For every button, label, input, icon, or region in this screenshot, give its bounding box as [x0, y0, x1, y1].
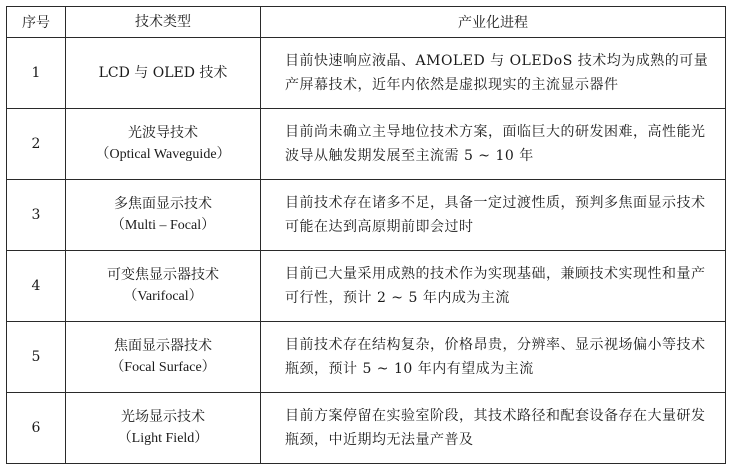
row-type	[66, 393, 261, 464]
row-progress: 目前快速响应液晶、AMOLED 与 OLEDoS 技术均为成熟的可量产屏幕技术，近年内依然是虚拟现实的主流显示器件	[261, 38, 726, 109]
row-type-name: LCD 与 OLED 技术	[98, 65, 228, 81]
row-index: 5	[7, 322, 66, 393]
row-type-english: （Varifocal）	[123, 289, 203, 304]
row-index: 4	[7, 251, 66, 322]
row-type	[66, 322, 261, 393]
row-type-english: （Light Field）	[117, 431, 209, 446]
row-type	[66, 251, 261, 322]
row-type-english: （Optical Waveguide）	[95, 147, 231, 162]
header-type: 技术类型	[66, 7, 261, 38]
row-type-name: 光场显示技术	[121, 409, 205, 425]
table-row	[7, 322, 726, 393]
row-type-name: 可变焦显示器技术	[107, 267, 219, 283]
row-type-english: （Multi – Focal）	[110, 218, 216, 233]
row-type-name: 焦面显示器技术	[114, 338, 212, 354]
row-progress: 目前技术存在结构复杂，价格昂贵，分辨率、显示视场偏小等技术瓶颈，预计 5 ~ 10 年内有望成为主流	[261, 322, 726, 393]
table-row	[7, 180, 726, 251]
row-index: 6	[7, 393, 66, 464]
row-type-name: 光波导技术	[128, 125, 198, 141]
row-type	[66, 38, 261, 109]
technology-table	[6, 6, 726, 464]
header-progress: 产业化进程	[261, 7, 726, 38]
row-progress: 目前技术存在诸多不足，具备一定过渡性质，预判多焦面显示技术可能在达到高原期前即会过时	[261, 180, 726, 251]
header-index: 序号	[7, 7, 66, 38]
table-row	[7, 38, 726, 109]
table-row	[7, 393, 726, 464]
row-progress: 目前方案停留在实验室阶段，其技术路径和配套设备存在大量研发瓶颈，中近期均无法量产普及	[261, 393, 726, 464]
row-type	[66, 109, 261, 180]
row-index: 1	[7, 38, 66, 109]
header-row	[7, 7, 726, 38]
row-progress: 目前尚未确立主导地位技术方案，面临巨大的研发困难，高性能光波导从触发期发展至主流需 5 ~ 10 年	[261, 109, 726, 180]
row-type	[66, 180, 261, 251]
row-progress: 目前已大量采用成熟的技术作为实现基础，兼顾技术实现性和量产可行性，预计 2 ~ 5 年内成为主流	[261, 251, 726, 322]
table-row	[7, 251, 726, 322]
row-type-english: （Focal Surface）	[110, 360, 216, 375]
row-type-name: 多焦面显示技术	[114, 196, 212, 212]
row-index: 2	[7, 109, 66, 180]
row-index: 3	[7, 180, 66, 251]
table-row	[7, 109, 726, 180]
